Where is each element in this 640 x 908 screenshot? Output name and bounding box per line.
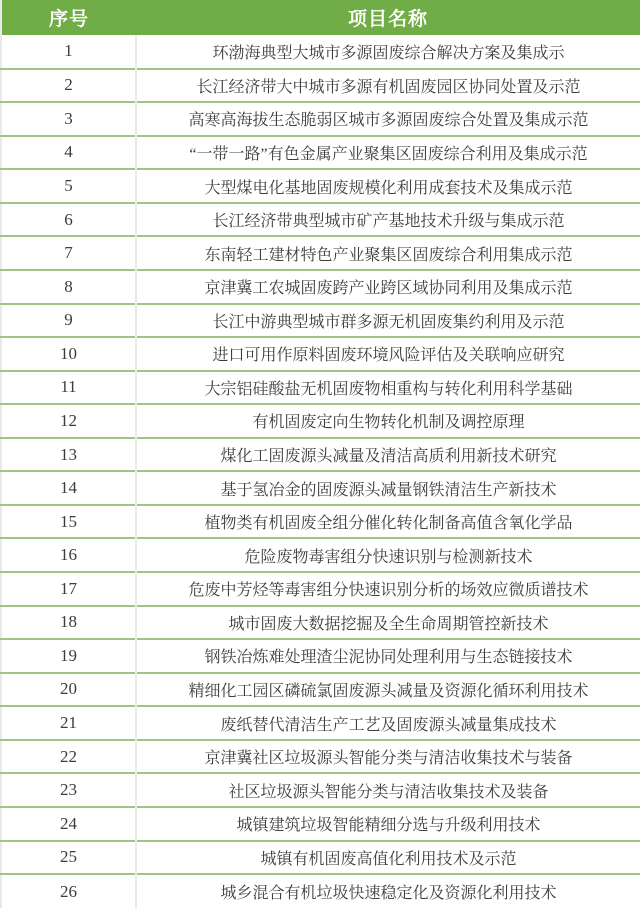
table-row — [1, 740, 640, 774]
row-number: 8 — [1, 270, 136, 304]
table-row — [1, 572, 640, 606]
row-number: 24 — [1, 807, 136, 841]
row-number: 14 — [1, 471, 136, 505]
row-name: 大宗铝硅酸盐无机固废物相重构与转化利用科学基础 — [136, 371, 640, 405]
row-name: 有机固废定向生物转化机制及调控原理 — [136, 404, 640, 438]
row-name: 环渤海典型大城市多源固废综合解决方案及集成示 — [136, 35, 640, 69]
table-row — [1, 874, 640, 908]
row-number: 9 — [1, 304, 136, 338]
row-number: 20 — [1, 673, 136, 707]
row-number: 1 — [1, 35, 136, 69]
row-name: 大型煤电化基地固废规模化利用成套技术及集成示范 — [136, 169, 640, 203]
table-row — [1, 102, 640, 136]
row-name: 危废中芳烃等毒害组分快速识别分析的场效应微质谱技术 — [136, 572, 640, 606]
table-row — [1, 673, 640, 707]
row-number: 7 — [1, 236, 136, 270]
row-number: 12 — [1, 404, 136, 438]
row-number: 15 — [1, 505, 136, 539]
row-number: 11 — [1, 371, 136, 405]
table-row — [1, 505, 640, 539]
table-row — [1, 337, 640, 371]
row-name: 精细化工园区磷硫氯固废源头减量及资源化循环利用技术 — [136, 673, 640, 707]
row-number: 5 — [1, 169, 136, 203]
row-name: 京津冀工农城固废跨产业跨区域协同利用及集成示范 — [136, 270, 640, 304]
table-row — [1, 270, 640, 304]
row-name: 废纸替代清洁生产工艺及固废源头减量集成技术 — [136, 706, 640, 740]
row-number: 16 — [1, 538, 136, 572]
table-row — [1, 606, 640, 640]
row-name: 京津冀社区垃圾源头智能分类与清洁收集技术与装备 — [136, 740, 640, 774]
table-row — [1, 304, 640, 338]
row-name: 城市固废大数据挖掘及全生命周期管控新技术 — [136, 606, 640, 640]
row-number: 13 — [1, 438, 136, 472]
row-name: 煤化工固废源头减量及清洁高质利用新技术研究 — [136, 438, 640, 472]
row-name: 城镇建筑垃圾智能精细分选与升级利用技术 — [136, 807, 640, 841]
row-name: 危险废物毒害组分快速识别与检测新技术 — [136, 538, 640, 572]
table-header — [1, 0, 640, 35]
row-number: 18 — [1, 606, 136, 640]
row-name: “一带一路”有色金属产业聚集区固废综合利用及集成示范 — [136, 136, 640, 170]
row-name: 东南轻工建材特色产业聚集区固废综合利用集成示范 — [136, 236, 640, 270]
row-number: 2 — [1, 69, 136, 103]
row-number: 23 — [1, 773, 136, 807]
row-name: 城乡混合有机垃圾快速稳定化及资源化利用技术 — [136, 874, 640, 908]
row-name: 钢铁冶炼难处理渣尘泥协同处理利用与生态链接技术 — [136, 639, 640, 673]
row-name: 高寒高海拔生态脆弱区城市多源固废综合处置及集成示范 — [136, 102, 640, 136]
row-number: 17 — [1, 572, 136, 606]
table-row — [1, 203, 640, 237]
row-number: 26 — [1, 874, 136, 908]
table-row — [1, 841, 640, 875]
table-row — [1, 538, 640, 572]
row-number: 4 — [1, 136, 136, 170]
table-row — [1, 136, 640, 170]
table-row — [1, 371, 640, 405]
row-number: 21 — [1, 706, 136, 740]
row-name: 长江经济带典型城市矿产基地技术升级与集成示范 — [136, 203, 640, 237]
table-row — [1, 639, 640, 673]
table-row — [1, 69, 640, 103]
row-name: 长江经济带大中城市多源有机固废园区协同处置及示范 — [136, 69, 640, 103]
row-name: 植物类有机固废全组分催化转化制备高值含氧化学品 — [136, 505, 640, 539]
row-number: 22 — [1, 740, 136, 774]
row-name: 城镇有机固废高值化利用技术及示范 — [136, 841, 640, 875]
row-number: 25 — [1, 841, 136, 875]
row-name: 基于氢冶金的固废源头减量钢铁清洁生产新技术 — [136, 471, 640, 505]
row-name: 长江中游典型城市群多源无机固废集约利用及示范 — [136, 304, 640, 338]
table-row — [1, 706, 640, 740]
row-name: 进口可用作原料固废环境风险评估及关联响应研究 — [136, 337, 640, 371]
table-row — [1, 404, 640, 438]
row-name: 社区垃圾源头智能分类与清洁收集技术及装备 — [136, 773, 640, 807]
row-number: 19 — [1, 639, 136, 673]
row-number: 6 — [1, 203, 136, 237]
header-cell-name: 项目名称 — [136, 0, 640, 35]
header-cell-number: 序号 — [1, 0, 136, 35]
table-row — [1, 35, 640, 69]
table-row — [1, 471, 640, 505]
row-number: 10 — [1, 337, 136, 371]
header-row — [1, 0, 640, 35]
table-row — [1, 773, 640, 807]
table-row — [1, 438, 640, 472]
table-row — [1, 236, 640, 270]
row-number: 3 — [1, 102, 136, 136]
table-row — [1, 169, 640, 203]
table-body — [1, 35, 640, 908]
table-row — [1, 807, 640, 841]
